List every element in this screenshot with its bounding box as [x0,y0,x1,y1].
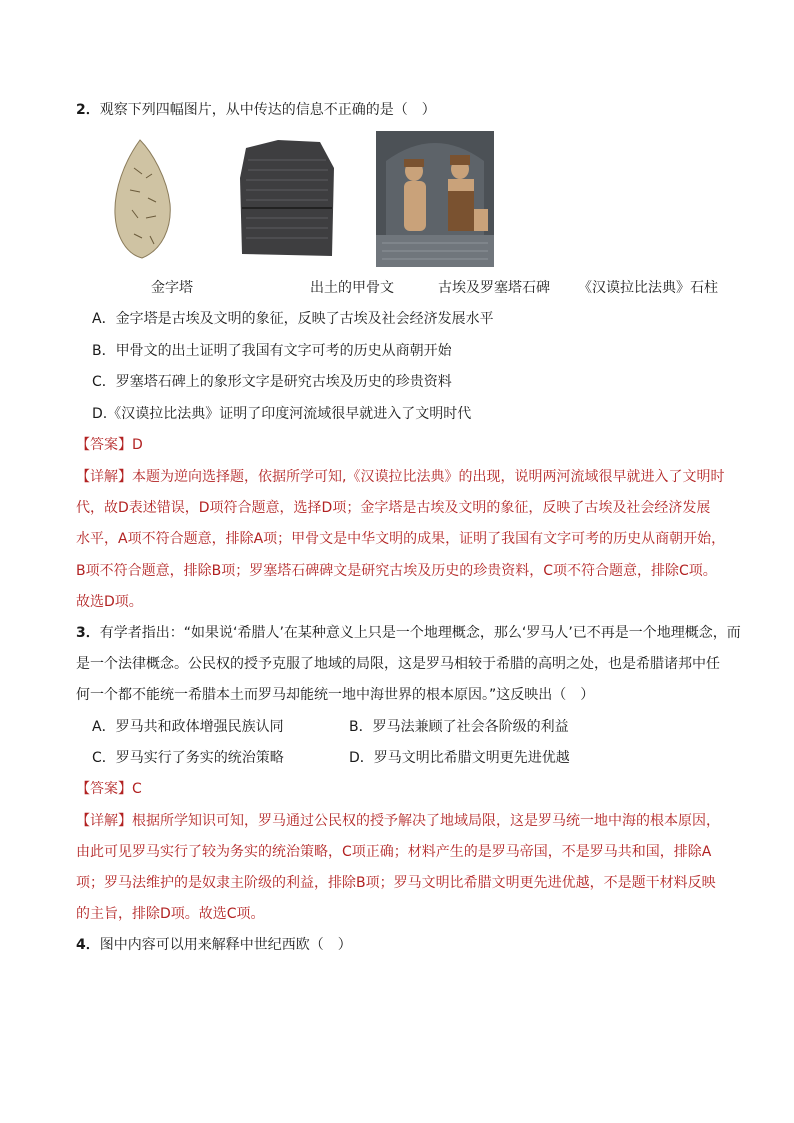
q3-stem-line-2: 是一个法律概念。公民权的授予克服了地域的局限，这是罗马相较于希腊的高明之处，也是希腊诸邦中任 [76,656,720,672]
q3-option-a: A．罗马共和政体增强民族认同 [92,719,284,735]
q4-stem-text: 图中内容可以用来解释中世纪西欧（ ） [99,937,352,953]
q4-number: 4． [76,937,100,953]
q3-stem-line-3: 何一个都不能统一希腊本土而罗马却能统一地中海世界的根本原因。”这反映出（ ） [76,687,595,703]
q2-stem [76,100,436,120]
caption-pyramid: 金字塔 [151,280,193,296]
q3-option-c: C．罗马实行了务实的统治策略 [92,750,284,766]
q2-answer-value: D [132,437,143,453]
q3-stem-line-1 [76,623,741,643]
q2-answer-label: 【答案】 [76,437,132,453]
q2-answer [76,435,143,455]
q3-detail-line-4: 的主旨，排除D项。故选C项。 [76,906,265,922]
q2-detail-line-4: B项不符合题意，排除B项；罗塞塔石碑碑文是研究古埃及历史的珍贵资料，C项不符合题意，排除C项。 [76,563,717,579]
q2-number: 2． [76,102,100,118]
q3-option-b: B．罗马法兼顾了社会各阶级的利益 [349,719,569,735]
q2-option-a: A．金字塔是古埃及文明的象征，反映了古埃及社会经济发展水平 [92,311,494,327]
q2-stem-text: 观察下列四幅图片，从中传达的信息不正确的是（ ） [99,102,436,118]
q3-stem-text-1: 有学者指出：“如果说‘希腊人’在某种意义上只是一个地理概念，那么‘罗马人’已不再是一个地理概念，而 [99,625,741,641]
q2-detail-label: 【详解】 [76,469,132,485]
q3-detail-text-1: 根据所学知识可知，罗马通过公民权的授予解决了地域局限，这是罗马统一地中海的根本原因， [132,813,720,829]
q3-answer-value: C [132,781,142,797]
q3-detail-label: 【详解】 [76,813,132,829]
q3-detail-line-1 [76,811,720,831]
q3-answer-label: 【答案】 [76,781,132,797]
q3-detail-line-3: 项；罗马法维护的是奴隶主阶级的利益，排除B项；罗马文明比希腊文明更先进优越，不是题干材料反映 [76,875,716,891]
q2-detail-text-1: 本题为逆向选择题，依据所学可知,《汉谟拉比法典》的出现，说明两河流域很早就进入了文明时 [132,469,725,485]
q3-detail-line-2: 由此可见罗马实行了较为务实的统治策略，C项正确；材料产生的是罗马帝国，不是罗马共和国，排除A [76,844,712,860]
q2-detail-line-5: 故选D项。 [76,594,143,610]
caption-rosetta: 古埃及罗塞塔石碑 [438,280,550,296]
q3-option-d: D．罗马文明比希腊文明更先进优越 [349,750,570,766]
caption-oracle-bone: 出土的甲骨文 [310,280,394,296]
hammurabi-stele-image [376,131,494,267]
rosetta-stone-image [238,138,338,258]
q2-option-b: B．甲骨文的出土证明了我国有文字可考的历史从商朝开始 [92,343,452,359]
q2-detail-line-3: 水平，A项不符合题意，排除A项；甲骨文是中华文明的成果，证明了我国有文字可考的历史从商朝开始， [76,531,726,547]
q2-option-d: D.《汉谟拉比法典》证明了印度河流域很早就进入了文明时代 [92,406,472,422]
caption-hammurabi: 《汉谟拉比法典》石柱 [578,280,718,296]
q2-detail-line-1 [76,467,724,487]
oracle-bone-image [112,138,174,260]
q2-option-c: C．罗塞塔石碑上的象形文字是研究古埃及历史的珍贵资料 [92,374,452,390]
q3-number: 3． [76,625,100,641]
q3-answer [76,779,142,799]
q4-stem [76,935,352,955]
q2-detail-line-2: 代，故D表述错误，D项符合题意，选择D项；金字塔是古埃及文明的象征，反映了古埃及社会经济发展 [76,500,711,516]
